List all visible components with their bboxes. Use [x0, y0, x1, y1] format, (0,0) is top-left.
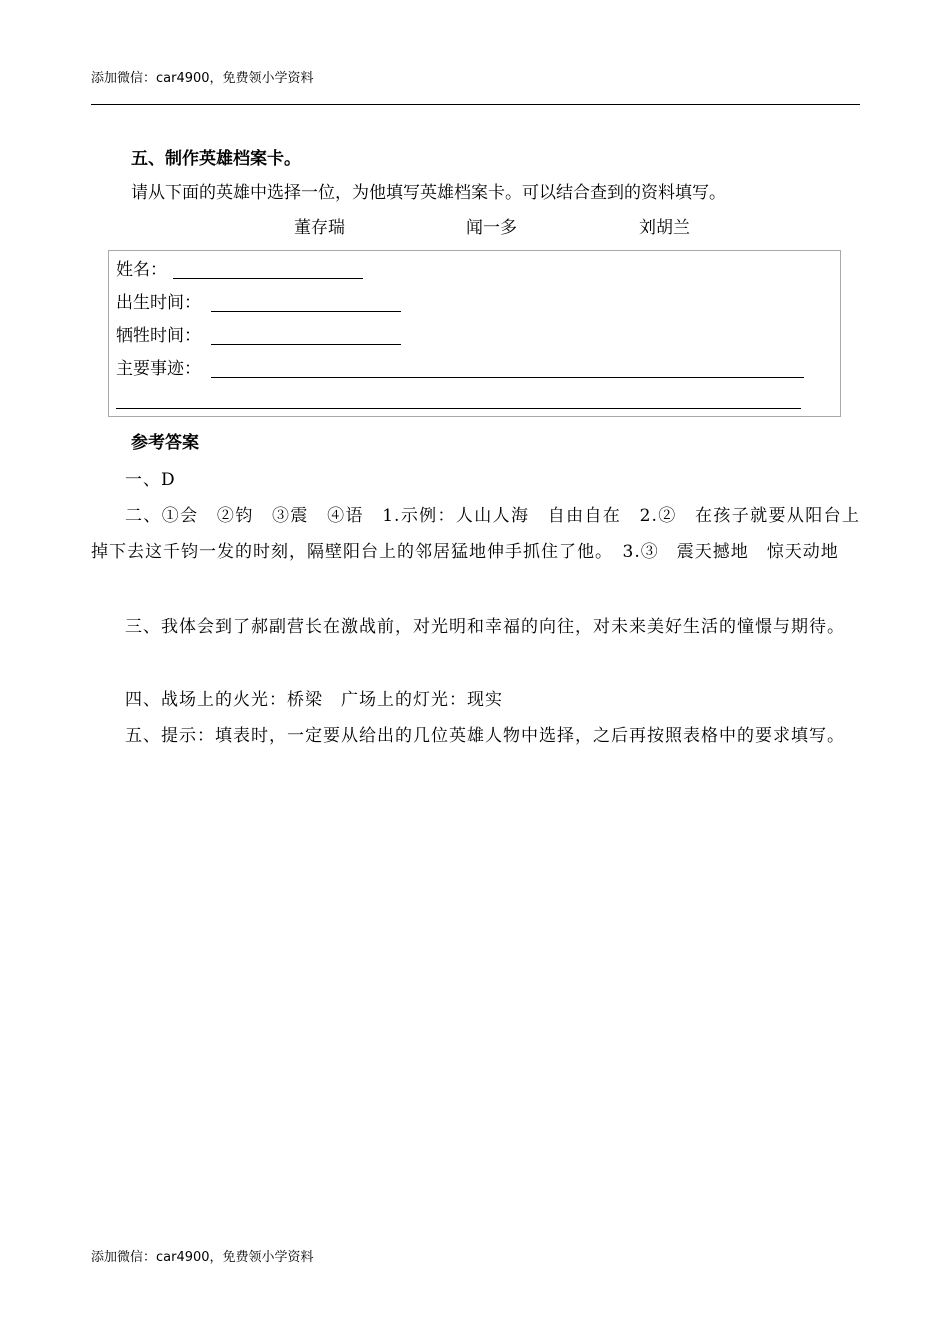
name-label: 姓名：	[116, 260, 167, 280]
answers-title: 参考答案	[131, 433, 199, 453]
hero-profile-card	[108, 250, 841, 417]
deeds-label: 主要事迹：	[116, 359, 201, 379]
page-header: 添加微信：car4900，免费领小学资料	[91, 71, 314, 86]
section-title: 五、制作英雄档案卡。	[131, 149, 301, 169]
hero-option: 刘胡兰	[639, 218, 690, 238]
answer-3: 三、我体会到了郝副营长在激战前，对光明和幸福的向往，对未来美好生活的憧憬与期待。	[125, 617, 845, 637]
deeds-blank-2[interactable]	[116, 408, 801, 409]
name-blank[interactable]	[173, 278, 363, 279]
answer-2: 二、①会 ②钧 ③震 ④语 1.示例：人山人海 自由自在 2.② 在孩子就要从阳台上掉下去这千钧一发的时刻，隔壁阳台上的邻居猛地伸手抓住了他。 3.③ 震天撼地 惊天动地	[91, 506, 860, 562]
answer-5: 五、提示：填表时，一定要从给出的几位英雄人物中选择，之后再按照表格中的要求填写。	[125, 726, 845, 746]
death-blank[interactable]	[211, 344, 401, 345]
section-instruction: 请从下面的英雄中选择一位，为他填写英雄档案卡。可以结合查到的资料填写。	[131, 183, 726, 203]
page-footer: 添加微信：car4900，免费领小学资料	[91, 1250, 314, 1265]
hero-option: 闻一多	[466, 218, 517, 238]
answer-4: 四、战场上的火光：桥梁 广场上的灯光：现实	[125, 690, 503, 710]
header-divider	[91, 104, 860, 105]
answer-1: 一、D	[125, 470, 176, 490]
deeds-blank[interactable]	[211, 377, 804, 378]
hero-option: 董存瑞	[294, 218, 345, 238]
birth-blank[interactable]	[211, 311, 401, 312]
death-label: 牺牲时间：	[116, 326, 201, 346]
birth-label: 出生时间：	[116, 293, 201, 313]
